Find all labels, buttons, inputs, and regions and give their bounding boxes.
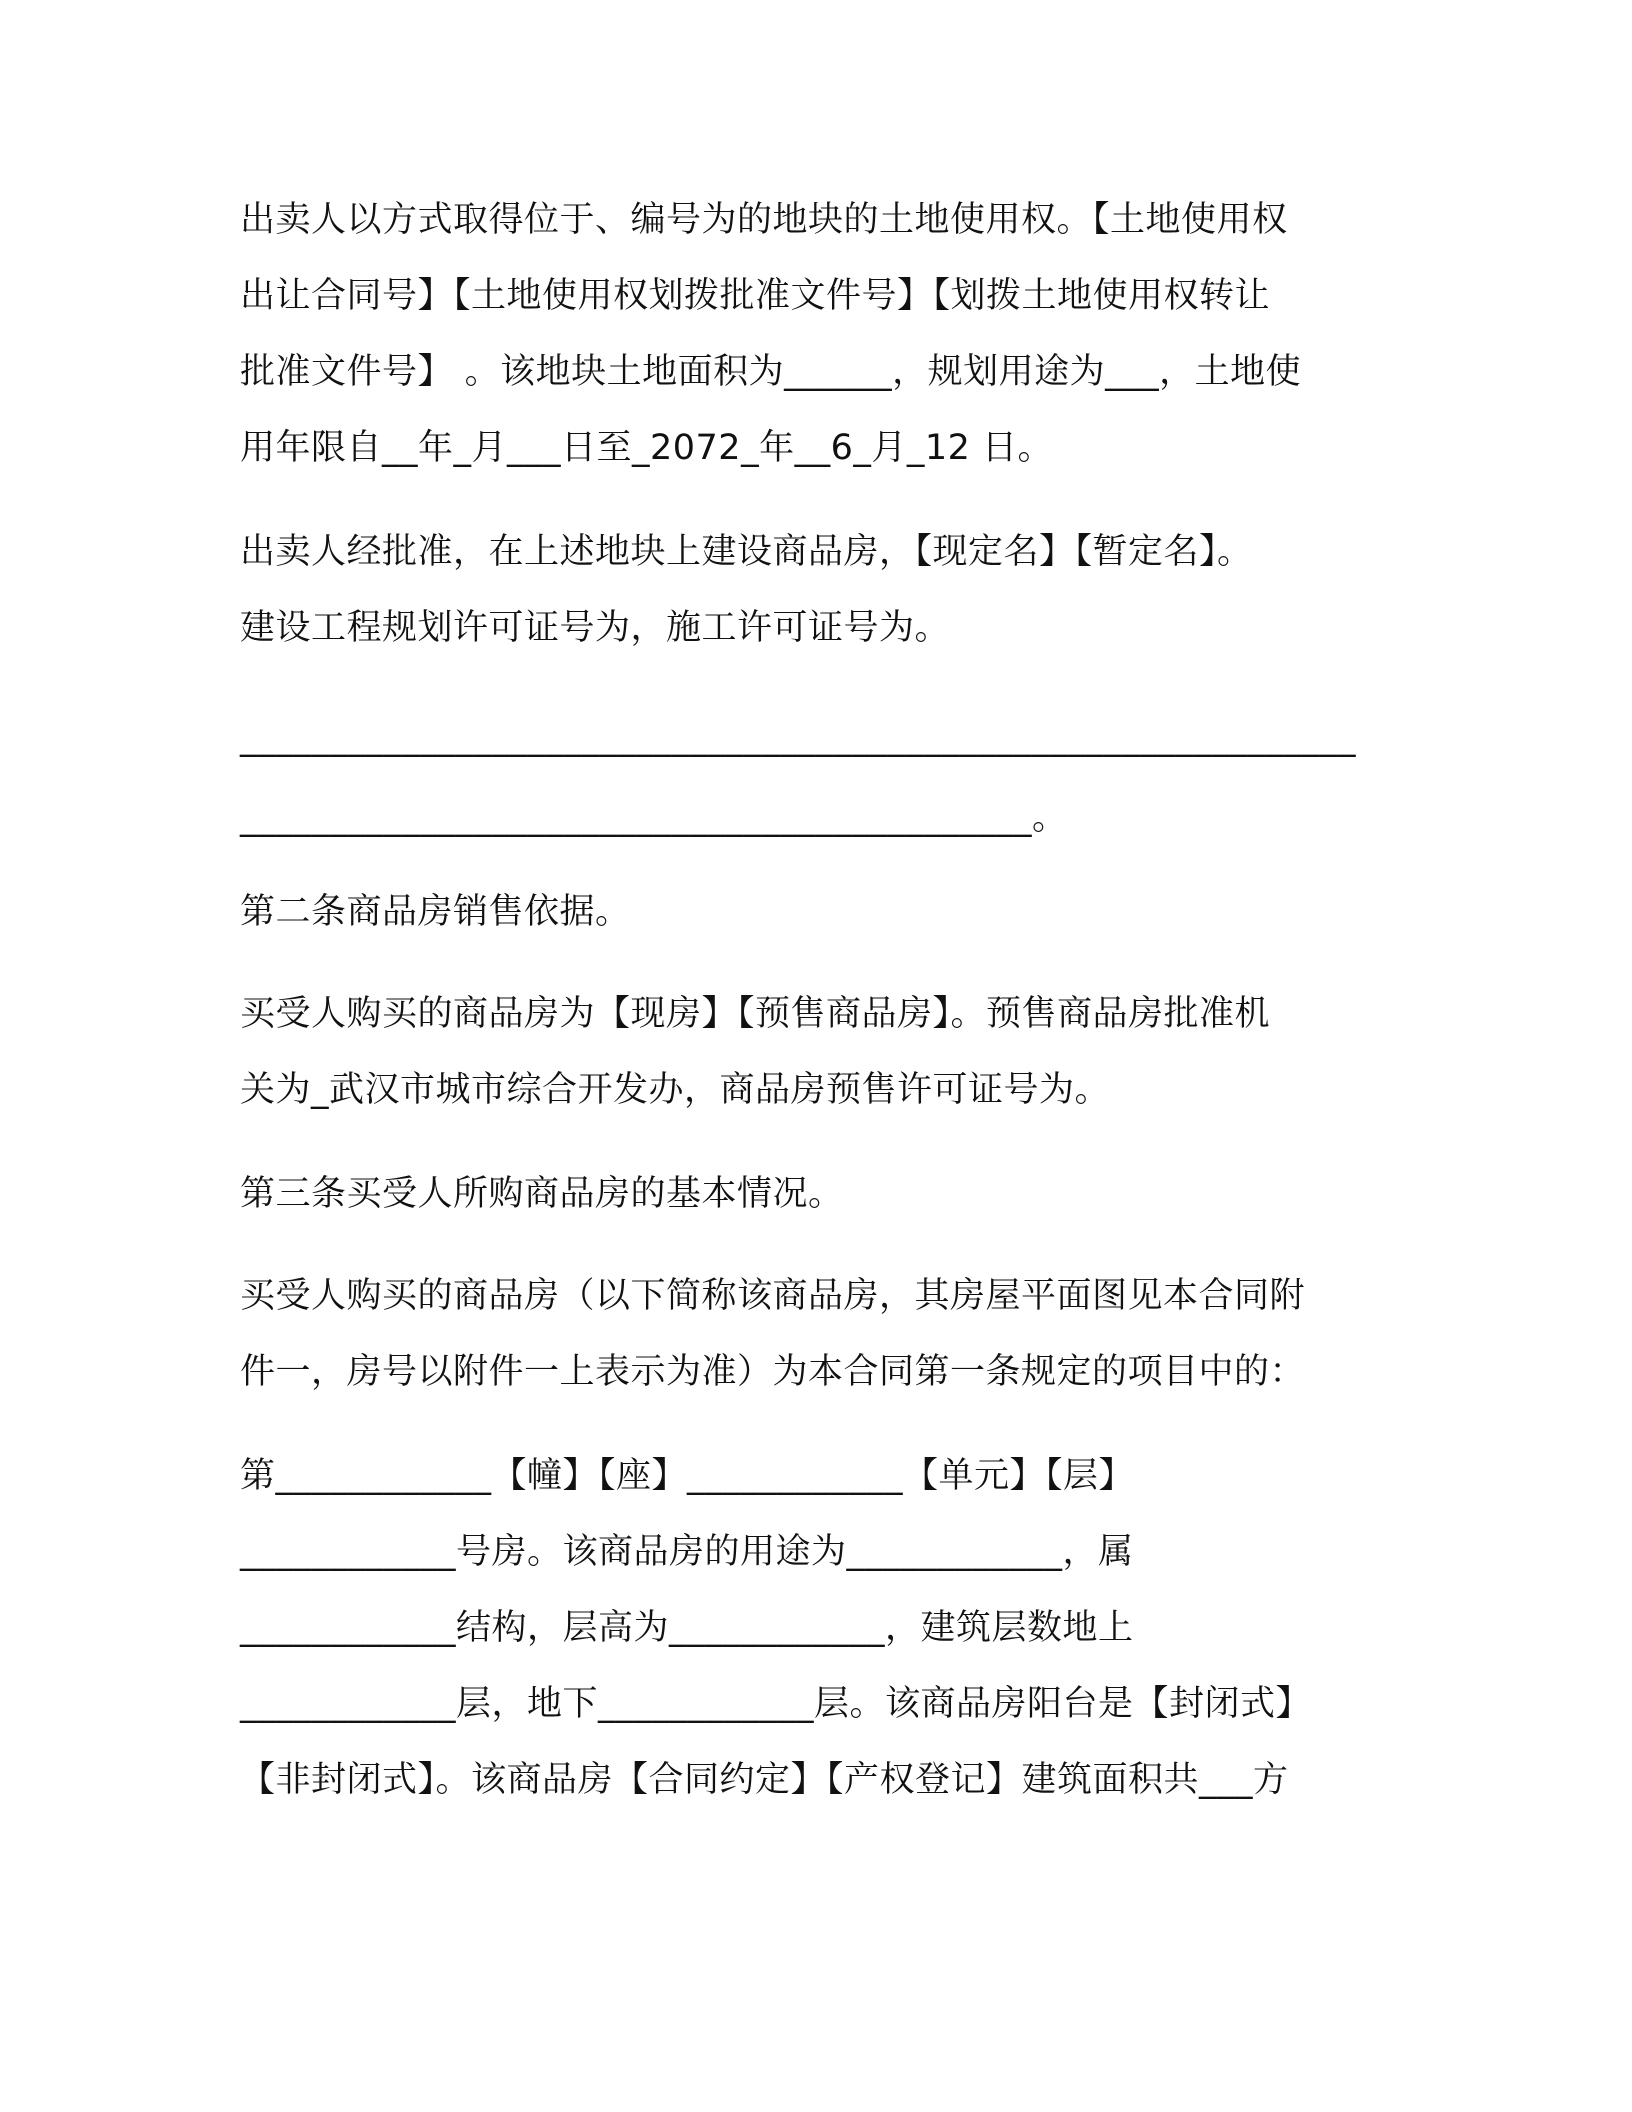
article-3-heading: 第三条买受人所购商品房的基本情况。	[240, 1174, 844, 1214]
paragraph-line-8: 关为_武汉市城市综合开发办，商品房预售许可证号为。	[240, 1070, 1111, 1110]
paragraph-line-2: 出让合同号】【土地使用权划拨批准文件号】【划拨土地使用权转让	[240, 276, 1271, 316]
paragraph-line-9: 买受人购买的商品房（以下简称该商品房，其房屋平面图见本合同附	[240, 1276, 1306, 1316]
paragraph-line-10: 件一，房号以附件一上表示为准）为本合同第一条规定的项目中的：	[240, 1352, 1306, 1392]
paragraph-line-4: 用年限自__年_月___日至_2072_年__6_月_12 日。	[240, 428, 1054, 468]
paragraph-line-14: ____________层，地下____________层。该商品房阳台是【封闭式】	[240, 1684, 1312, 1724]
article-2-heading: 第二条商品房销售依据。	[240, 892, 631, 932]
paragraph-line-1: 出卖人以方式取得位于、编号为的地块的土地使用权。【土地使用权	[240, 200, 1288, 240]
paragraph-line-12: ____________号房。该商品房的用途为____________，属	[240, 1532, 1134, 1572]
paragraph-line-13: ____________结构，层高为____________，建筑层数地上	[240, 1608, 1134, 1648]
paragraph-line-5: 出卖人经批准，在上述地块上建设商品房，【现定名】【暂定名】。	[240, 532, 1253, 572]
paragraph-line-11: 第____________【幢】【座】____________【单元】【层】	[240, 1456, 1135, 1496]
paragraph-line-15: 【非封闭式】。该商品房【合同约定】【产权登记】建筑面积共___方	[240, 1760, 1289, 1800]
paragraph-line-6: 建设工程规划许可证号为，施工许可证号为。	[240, 608, 951, 648]
paragraph-line-3: 批准文件号】 。该地块土地面积为______，规划用途为___，土地使	[240, 352, 1302, 392]
blank-fill-line-2: ____________________________________________。	[240, 798, 1068, 838]
blank-fill-line-1: ______________________________________________________________	[240, 718, 1356, 758]
paragraph-line-7: 买受人购买的商品房为【现房】【预售商品房】。预售商品房批准机	[240, 994, 1271, 1034]
